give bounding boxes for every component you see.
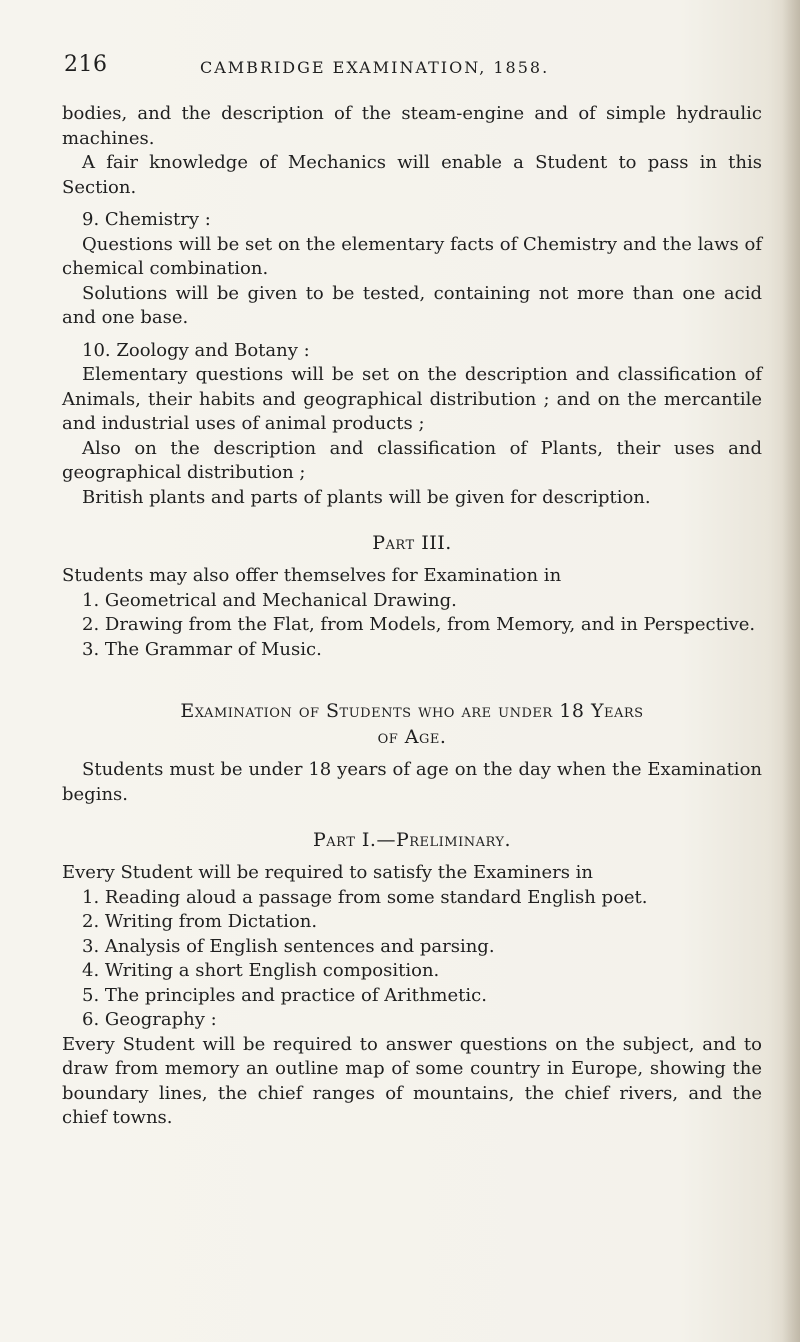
list-item: 1. Reading aloud a passage from some standard English poet. bbox=[82, 886, 648, 908]
geography-paragraph: Every Student will be required to answer questions on the subject, and to draw from memory an outline map of some country in Europe, showing the boundary lines, the chief ranges of mountains, the chief rivers, and the chief towns. bbox=[62, 1033, 762, 1128]
list-item: 2. Writing from Dictation. bbox=[82, 911, 318, 932]
list-item: 3. The Grammar of Music. bbox=[82, 638, 322, 660]
page-header bbox=[0, 52, 800, 86]
paragraph-mechanics-end: bodies, and the description of the steam-engine and of simple hydraulic machines. bbox=[62, 103, 762, 149]
part-i-intro: Every Student will be required to satisfy the Examiners in bbox=[62, 862, 594, 883]
part-i-list bbox=[62, 886, 762, 1033]
part-iii-list bbox=[62, 589, 762, 663]
page-number: 216 bbox=[64, 52, 108, 77]
list-item: 1. Geometrical and Mechanical Drawing. bbox=[82, 589, 457, 611]
paragraph-chemistry-solutions: Solutions will be given to be tested, containing not more than one acid and one base. bbox=[62, 282, 762, 328]
zoology-botany-heading: 10. Zoology and Botany : bbox=[82, 339, 310, 361]
paragraph-mechanics-pass: A fair knowledge of Mechanics will enable a Student to pass in this Section. bbox=[62, 152, 762, 198]
paragraph-zoology-plants: Also on the description and classification of Plants, their uses and geographical distribution ; bbox=[62, 437, 762, 483]
list-item: 2. Drawing from the Flat, from Models, from Memory, and in Perspective. bbox=[82, 614, 756, 635]
chemistry-heading: 9. Chemistry : bbox=[82, 209, 211, 230]
under-18-section-title-line1: Examination of Students who are under 18 Years bbox=[180, 700, 644, 722]
under-18-section-title-line2: of Age. bbox=[377, 726, 447, 748]
running-head: CAMBRIDGE EXAMINATION, 1858. bbox=[200, 58, 550, 77]
paragraph-british-plants: British plants and parts of plants will be given for description. bbox=[82, 486, 651, 508]
page-edge-shadow bbox=[782, 0, 800, 1342]
page-body bbox=[62, 102, 762, 1131]
list-item: 4. Writing a short English composition. bbox=[82, 960, 440, 981]
part-iii-intro: Students may also offer themselves for Examination in bbox=[62, 565, 562, 586]
list-item: 5. The principles and practice of Arithmetic. bbox=[82, 984, 487, 1006]
under-18-intro: Students must be under 18 years of age on the day when the Examination begins. bbox=[62, 759, 762, 805]
list-item: 6. Geography : bbox=[82, 1009, 217, 1030]
part-iii-title: Part III. bbox=[372, 532, 452, 554]
list-item: 3. Analysis of English sentences and parsing. bbox=[82, 935, 495, 957]
paragraph-chemistry-questions: Questions will be set on the elementary facts of Chemistry and the laws of chemical combination. bbox=[62, 233, 762, 279]
paragraph-zoology-animals: Elementary questions will be set on the description and classification of Animals, their habits and geographical distribution ; and on the mercantile and industrial uses of animal products ; bbox=[62, 364, 762, 434]
part-i-title: Part I.—Preliminary. bbox=[312, 829, 512, 851]
